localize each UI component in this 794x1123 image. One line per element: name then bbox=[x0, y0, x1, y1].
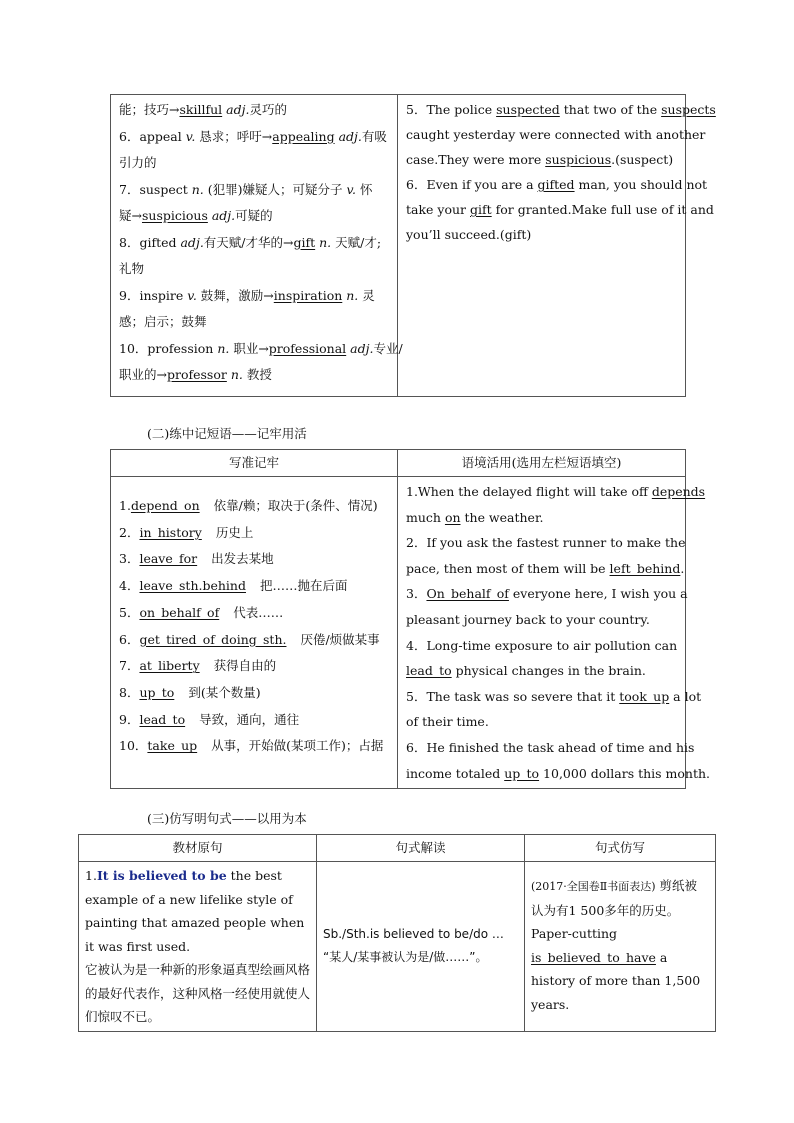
text-segment: 疑→ bbox=[119, 208, 142, 223]
original-bold-structure: It is believed to be bbox=[96, 868, 227, 883]
phrase-meaning: 出发去某地 bbox=[211, 551, 274, 567]
text-line bbox=[119, 150, 391, 177]
phrase-number: 6． bbox=[119, 631, 140, 647]
text-segment: 5．The task was so severe that it bbox=[406, 688, 620, 704]
text-line bbox=[406, 147, 679, 172]
text-segment: n. bbox=[342, 287, 359, 303]
phrases-right-cell bbox=[398, 477, 711, 789]
text-segment: much bbox=[406, 509, 445, 525]
text-segment: of their time. bbox=[406, 714, 489, 730]
text-segment: n. bbox=[315, 234, 332, 250]
text-segment: 5．The police bbox=[406, 102, 497, 117]
phrase-meaning: 把……抛在后面 bbox=[259, 578, 348, 594]
text-line bbox=[406, 761, 711, 787]
text-segment: v. bbox=[346, 181, 357, 197]
imitation-source: (2017·全国卷Ⅱ书面表达) bbox=[531, 880, 656, 893]
phrase-item bbox=[119, 733, 391, 760]
text-segment: 引力的 bbox=[119, 155, 157, 170]
text-segment: . bbox=[680, 560, 685, 576]
text-segment: 6．He finished the task ahead of time and his bbox=[406, 739, 695, 755]
answer-blank: left_behind bbox=[609, 560, 681, 576]
answer-blank: professional bbox=[268, 340, 347, 356]
sentences-header-imitation: 句式仿写 bbox=[525, 835, 716, 862]
text-line bbox=[119, 124, 391, 151]
text-segment: that two of the bbox=[559, 102, 662, 117]
phrase-item bbox=[119, 653, 391, 680]
phrases-header-left: 写准记牢 bbox=[111, 450, 398, 477]
text-segment: 7．suspect bbox=[119, 181, 192, 197]
text-segment: income totaled bbox=[406, 765, 505, 781]
text-segment: caught yesterday were connected with another bbox=[406, 127, 706, 142]
text-segment: 1.When the delayed flight will take off bbox=[406, 484, 652, 499]
text-line bbox=[119, 177, 391, 204]
text-line bbox=[406, 684, 702, 710]
answer-blank: inspiration bbox=[273, 287, 343, 303]
phrase-text: leave_for bbox=[139, 551, 198, 567]
answer-blank: suspects bbox=[661, 102, 716, 117]
text-segment: 天赋/才; bbox=[331, 234, 382, 250]
phrase-text: lead_to bbox=[139, 711, 186, 727]
text-line bbox=[119, 203, 391, 230]
text-segment: 专业/ bbox=[373, 340, 403, 356]
text-line bbox=[406, 735, 695, 761]
text-line bbox=[406, 581, 688, 607]
text-line bbox=[406, 505, 679, 531]
analysis-chinese: “某人/某事被认为是/做……”。 bbox=[323, 950, 488, 965]
text-line bbox=[119, 309, 391, 336]
phrase-number: 4． bbox=[119, 578, 140, 594]
text-segment: 6．appeal bbox=[119, 128, 186, 144]
text-segment: v. bbox=[187, 287, 197, 303]
text-line bbox=[406, 556, 685, 582]
text-segment: 可疑的 bbox=[235, 208, 273, 223]
sentences-header-analysis: 句式解读 bbox=[317, 835, 525, 862]
text-segment: 灵巧的 bbox=[249, 102, 287, 117]
answer-blank: took_up bbox=[619, 688, 670, 704]
phrase-number: 10． bbox=[119, 738, 148, 754]
original-num: 1. bbox=[85, 868, 97, 883]
phrase-item bbox=[119, 493, 391, 520]
answer-blank: gifted bbox=[537, 177, 575, 192]
text-segment: a lot bbox=[669, 688, 702, 704]
phrase-item bbox=[119, 573, 391, 600]
text-segment: adj. bbox=[346, 340, 374, 356]
phrase-meaning: 导致，通向，通往 bbox=[199, 711, 300, 727]
phrase-number: 7． bbox=[119, 658, 140, 674]
phrase-number: 8． bbox=[119, 684, 140, 700]
phrase-item bbox=[119, 520, 391, 547]
text-segment: 感；启示；鼓舞 bbox=[119, 314, 207, 329]
text-segment: v. bbox=[185, 128, 196, 144]
phrase-number: 1. bbox=[119, 498, 131, 513]
text-line bbox=[119, 283, 391, 310]
text-segment: adj. bbox=[334, 128, 362, 144]
phrase-number: 3． bbox=[119, 551, 140, 567]
answer-blank: on bbox=[444, 509, 461, 525]
text-segment: 职业的→ bbox=[119, 367, 167, 382]
phrase-item bbox=[119, 600, 391, 627]
answer-blank: gift bbox=[470, 202, 492, 217]
text-line bbox=[406, 122, 706, 147]
answer-blank: appealing bbox=[272, 128, 335, 144]
phrase-meaning: 厌倦/烦做某事 bbox=[300, 631, 380, 647]
text-segment: .(suspect) bbox=[611, 152, 674, 167]
text-segment: 鼓舞，激励→ bbox=[196, 287, 274, 303]
text-segment: 恳求；呼吁→ bbox=[195, 128, 273, 144]
text-segment: you’ll succeed.(gift) bbox=[406, 227, 532, 242]
text-segment: n. bbox=[217, 340, 230, 356]
analysis-english: Sb./Sth.is believed to be/do … bbox=[323, 926, 504, 941]
phrases-table bbox=[110, 449, 711, 789]
phrases-caption: (二)练中记短语——记牢用活 bbox=[147, 426, 307, 441]
sentences-table bbox=[78, 834, 716, 1032]
phrase-number: 9． bbox=[119, 711, 140, 727]
analysis-cell bbox=[317, 862, 525, 1032]
text-segment: 有天赋/才华的→ bbox=[203, 234, 294, 250]
text-segment: (犯罪)嫌疑人；可疑分子 bbox=[203, 181, 347, 197]
phrase-meaning: 代表…… bbox=[233, 604, 284, 620]
phrase-text: get_tired_of_doing_sth. bbox=[139, 631, 287, 647]
text-segment: 8．gifted bbox=[119, 234, 181, 250]
answer-blank: gift bbox=[293, 234, 316, 250]
phrase-text: up_to bbox=[139, 684, 175, 700]
text-segment: 6．Even if you are a bbox=[406, 177, 538, 192]
original-english-rest: the best example of a new lifelike style of painting that amazed people when it was first used. bbox=[85, 868, 305, 954]
imitation-english-start: Paper-cutting bbox=[531, 926, 618, 941]
text-line bbox=[406, 658, 679, 684]
text-line bbox=[119, 362, 391, 389]
text-segment: adj. bbox=[207, 208, 236, 223]
phrase-item bbox=[119, 707, 391, 734]
text-segment: pleasant journey back to your country. bbox=[406, 611, 650, 627]
text-line bbox=[406, 172, 708, 197]
text-segment: man, you should not bbox=[574, 177, 708, 192]
phrase-text: in_history bbox=[139, 524, 202, 540]
answer-blank: suspicious bbox=[141, 208, 208, 223]
imitation-blank-answer: is_believed_to_have bbox=[531, 949, 656, 965]
vocab-table bbox=[110, 94, 716, 397]
text-segment: 10．profession bbox=[119, 340, 218, 356]
answer-blank: professor bbox=[166, 367, 227, 382]
vocab-right-cell bbox=[398, 95, 716, 397]
answer-blank: suspected bbox=[496, 102, 560, 117]
answer-blank: On_behalf_of bbox=[426, 586, 509, 602]
answer-blank: skillful bbox=[179, 102, 223, 117]
text-segment: physical changes in the brain. bbox=[451, 663, 646, 679]
phrase-item bbox=[119, 680, 391, 707]
text-segment: 礼物 bbox=[119, 261, 145, 276]
text-segment: take your bbox=[406, 202, 471, 217]
answer-blank: up_to bbox=[504, 765, 540, 781]
text-segment: adj. bbox=[222, 102, 250, 117]
phrase-meaning: 历史上 bbox=[215, 524, 254, 540]
text-segment: for granted.Make full use of it and bbox=[491, 202, 714, 217]
text-segment: 能；技巧→ bbox=[119, 102, 180, 117]
answer-blank: suspicious bbox=[545, 152, 612, 167]
imitation-chinese: 剪纸被认为有1 500多年的历史。 bbox=[531, 878, 698, 918]
text-segment: n. bbox=[226, 367, 243, 382]
phrase-number: 5． bbox=[119, 604, 140, 620]
text-line bbox=[119, 230, 391, 257]
text-line bbox=[119, 336, 403, 363]
answer-blank: depends bbox=[651, 484, 706, 499]
text-segment: 灵 bbox=[358, 287, 375, 303]
text-line bbox=[119, 97, 391, 124]
phrase-text: on_behalf_of bbox=[139, 604, 220, 620]
text-segment: 9．inspire bbox=[119, 287, 188, 303]
answer-blank: lead_to bbox=[406, 663, 452, 679]
text-segment: n. bbox=[191, 181, 204, 197]
phrase-text: depend_on bbox=[130, 498, 200, 513]
imitation-english-end: a history of more than 1,500 years. bbox=[531, 949, 701, 1012]
text-segment: pace, then most of them will be bbox=[406, 560, 610, 576]
text-segment: 4．Long-time exposure to air pollution can bbox=[406, 637, 678, 653]
phrase-item bbox=[119, 627, 391, 654]
text-segment: the weather. bbox=[460, 509, 544, 525]
text-line bbox=[119, 256, 391, 283]
phrase-meaning: 依靠/赖；取决于(条件、情况) bbox=[213, 498, 378, 513]
text-segment: 职业→ bbox=[229, 340, 269, 356]
text-segment: case.They were more bbox=[406, 152, 546, 167]
original-chinese: 它被认为是一种新的形象逼真型绘画风格的最好代表作，这种风格一经使用就使人们惊叹不已。 bbox=[85, 962, 311, 1024]
text-line bbox=[406, 530, 686, 556]
imitation-cell bbox=[525, 862, 716, 1032]
phrases-header-right: 语境活用(选用左栏短语填空) bbox=[398, 450, 686, 477]
text-segment: everyone here, I wish you a bbox=[508, 586, 688, 602]
text-line bbox=[406, 197, 714, 222]
text-segment: 教授 bbox=[242, 367, 272, 382]
phrase-meaning: 获得自由的 bbox=[213, 658, 277, 674]
text-line bbox=[406, 633, 679, 659]
text-line bbox=[406, 222, 679, 247]
text-segment: 10,000 dollars this month. bbox=[539, 765, 711, 781]
vocab-left-cell bbox=[111, 95, 403, 397]
text-line bbox=[406, 479, 706, 505]
phrases-left-cell bbox=[111, 477, 398, 789]
sentences-header-original: 教材原句 bbox=[79, 835, 317, 862]
original-sentence-cell bbox=[79, 862, 317, 1032]
text-segment: 3． bbox=[406, 586, 427, 602]
text-line bbox=[406, 607, 679, 633]
phrase-meaning: 到(某个数量) bbox=[188, 684, 261, 700]
text-segment: 2．If you ask the fastest runner to make the bbox=[406, 535, 686, 551]
phrase-text: at_liberty bbox=[139, 658, 200, 674]
sentences-caption: (三)仿写明句式——以用为本 bbox=[147, 811, 307, 826]
phrase-meaning: 从事，开始做(某项工作)；占据 bbox=[211, 738, 384, 754]
phrase-text: take_up bbox=[147, 738, 198, 754]
text-line bbox=[406, 709, 679, 735]
text-segment: 怀 bbox=[356, 181, 373, 197]
phrase-text: leave_sth.behind bbox=[139, 578, 246, 594]
phrase-number: 2． bbox=[119, 524, 140, 540]
text-segment: 有吸 bbox=[361, 128, 387, 144]
phrase-item bbox=[119, 546, 391, 573]
text-segment: adj. bbox=[180, 234, 204, 250]
text-line bbox=[406, 97, 716, 122]
